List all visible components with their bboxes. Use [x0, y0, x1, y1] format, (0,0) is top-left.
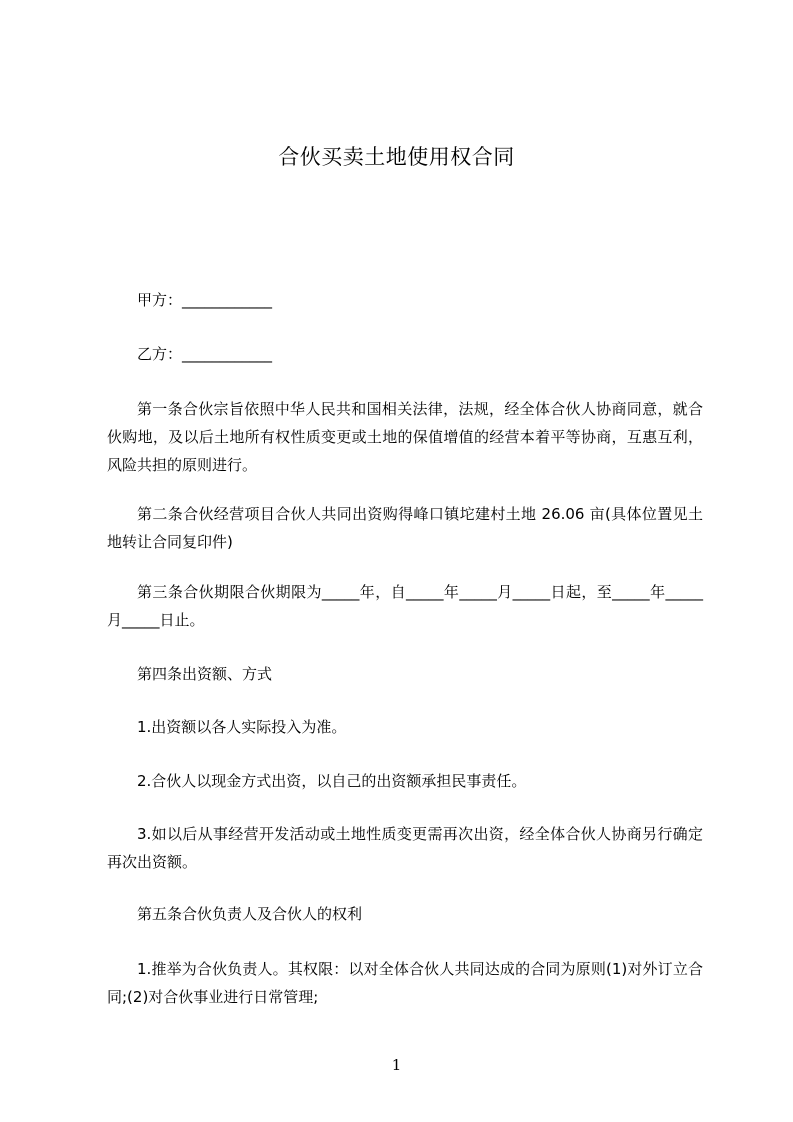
article-5-heading: 第五条合伙负责人及合伙人的权利 [137, 905, 363, 923]
party-a-line: 甲方：____________ [137, 291, 273, 309]
article-5-item-1: 1.推举为合伙负责人。其权限：以对全体合伙人共同达成的合同为原则(1)对外订立合同;(2)对合伙事业进行日常管理; [107, 960, 703, 1006]
article-4-item-3: 3.如以后从事经营开发活动或土地性质变更需再次出资，经全体合伙人协商另行确定再次出资额。 [107, 825, 703, 871]
article-4-heading: 第四条出资额、方式 [137, 665, 273, 683]
page-title: 合伙买卖土地使用权合同 [278, 145, 515, 169]
article-1: 第一条合伙宗旨依照中华人民共和国相关法律，法规，经全体合伙人协商同意，就合伙购地，及以后土地所有权性质变更或土地的保值增值的经营本着平等协商，互惠互利，风险共担的原则进行。 [107, 400, 703, 474]
article-4-item-2: 2.合伙人以现金方式出资，以自己的出资额承担民事责任。 [137, 772, 527, 790]
article-4-item-1: 1.出资额以各人实际投入为准。 [137, 718, 347, 736]
party-b-line: 乙方：____________ [137, 345, 273, 363]
article-2: 第二条合伙经营项目合伙人共同出资购得峰口镇坨建村土地 26.06 亩(具体位置见土地转让合同复印件) [107, 505, 703, 551]
page-number: 1 [391, 1056, 402, 1074]
article-3: 第三条合伙期限合伙期限为_____年，自_____年_____月_____日起，至_____年_____月_____日止。 [107, 583, 703, 629]
